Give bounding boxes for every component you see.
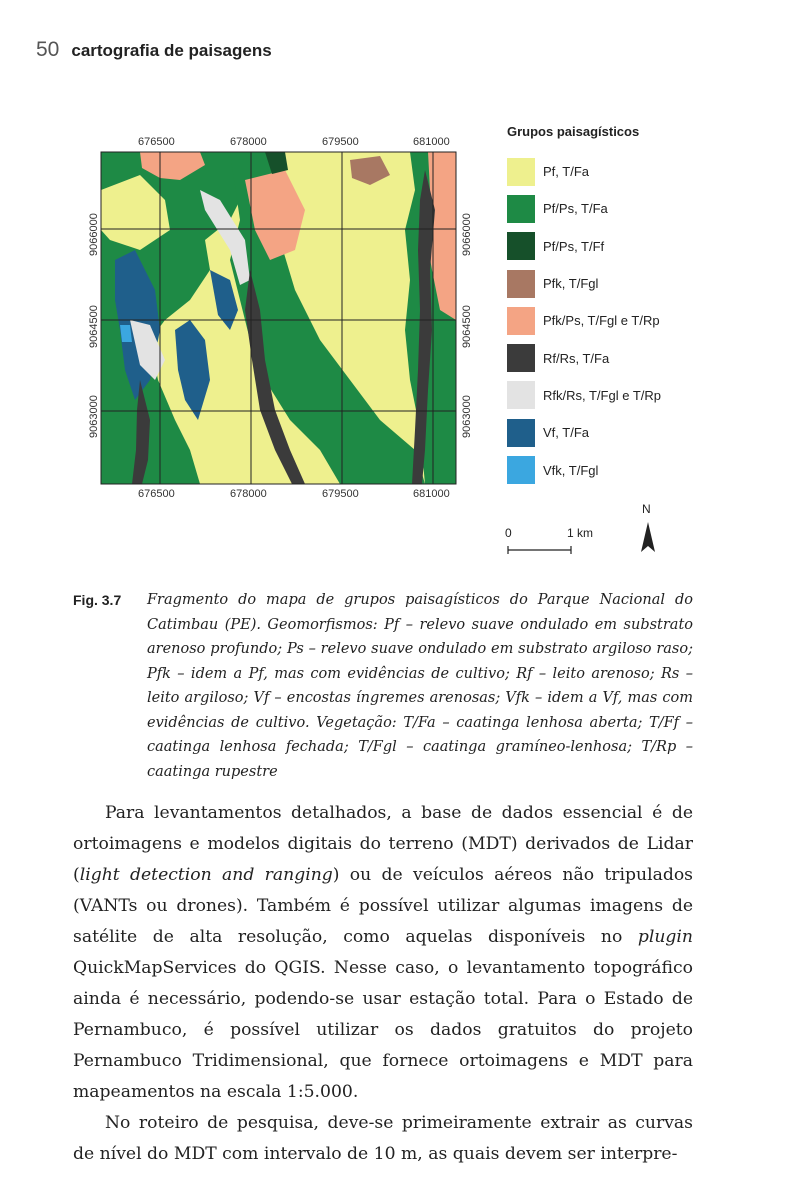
map-legend (507, 124, 767, 489)
north-arrow (636, 502, 660, 554)
legend-swatch (507, 270, 535, 298)
legend-label: Pfk/Ps, T/Fgl e T/Rp (543, 313, 660, 329)
legend-swatch (507, 419, 535, 447)
running-title: cartografia de paisagens (71, 41, 272, 60)
paragraph: No roteiro de pesquisa, deve-se primeiramente extrair as curvas de nível do MDT com intervalo de 10 m, as quais devem ser interpre- (73, 1113, 693, 1164)
legend-item (507, 414, 767, 451)
legend-label: Rf/Rs, T/Fa (543, 350, 610, 366)
legend-swatch (507, 381, 535, 409)
legend-item (507, 228, 767, 265)
legend-label: Pf, T/Fa (543, 164, 589, 180)
legend-item (507, 302, 767, 339)
y-tick-left-2: 9064500 (88, 305, 100, 348)
legend-swatch (507, 307, 535, 335)
map-canvas (80, 130, 480, 510)
legend-label: Rfk/Rs, T/Fgl e T/Rp (543, 387, 661, 403)
y-tick-left-1: 9066000 (88, 213, 100, 256)
paragraph-text: ) ou de veículos aéreos não tripulados (VANTs ou drones). Também é possível utilizar algumas imagens de satélite de alta resolução, como aquelas disponíveis no (73, 865, 693, 947)
paragraph-text: Para levantamentos detalhados, a base de dados essencial é de ortoimagens e modelos digitais do terreno (MDT) derivados de Lidar ( (73, 803, 693, 885)
scale-distance-label: 1 km (567, 526, 594, 540)
landscape-map (80, 130, 480, 510)
y-tick-right-3: 9063000 (461, 395, 473, 438)
x-tick-top-4: 681000 (413, 136, 450, 148)
x-tick-top-1: 676500 (138, 136, 175, 148)
scale-line (507, 546, 573, 554)
scale-bar (505, 526, 615, 556)
emphasis-text: plugin (637, 927, 693, 947)
emphasis-text: light detection and ranging (79, 865, 333, 885)
legend-label: Vfk, T/Fgl (543, 462, 599, 478)
figure-caption-text: Fragmento do mapa de grupos paisagísticos do Parque Nacional do Catimbau (PE). Geomorfismos: Pf – relevo suave ondulado em substrato arenoso profundo; Ps – relevo suave ondulado em substrato argiloso raso; Pfk – idem a Pf, mas com evidências de cultivo; Rf – leito arenoso; Rs – leito argiloso; Vf – encostas íngremes arenosas; Vfk – idem a Vf, mas com evidências de cultivo. Vegetação: T/Fa – caatinga lenhosa aberta; T/Ff – caatinga lenhosa fechada; T/Fgl – caatinga gramíneo-lenhosa; T/Rp – caatinga rupestre (147, 592, 693, 780)
legend-label: Pfk, T/Fgl (543, 276, 599, 292)
page-number: 50 (36, 38, 60, 61)
y-tick-right-2: 9064500 (461, 305, 473, 348)
legend-item (507, 377, 767, 414)
legend-item (507, 451, 767, 488)
legend-item (507, 265, 767, 302)
legend-title: Grupos paisagísticos (507, 124, 640, 139)
map-region-lightblue (120, 325, 132, 342)
y-tick-right-1: 9066000 (461, 213, 473, 256)
paragraph (73, 798, 693, 1108)
legend-label: Vf, T/Fa (543, 425, 589, 441)
north-arrow-icon (640, 522, 656, 552)
legend-item (507, 153, 767, 190)
x-tick-top-3: 679500 (322, 136, 359, 148)
legend-swatch (507, 344, 535, 372)
legend-item (507, 339, 767, 376)
x-tick-bottom-3: 679500 (322, 488, 359, 500)
x-tick-top-2: 678000 (230, 136, 267, 148)
x-tick-bottom-2: 678000 (230, 488, 267, 500)
y-tick-left-3: 9063000 (88, 395, 100, 438)
legend-label: Pf/Ps, T/Fa (543, 201, 608, 217)
north-label: N (642, 502, 651, 516)
figure-label: Fig. 3.7 (73, 592, 122, 608)
scale-zero-label: 0 (505, 526, 512, 540)
legend-item (507, 190, 767, 227)
x-tick-bottom-1: 676500 (138, 488, 175, 500)
figure-caption (73, 588, 693, 784)
legend-swatch (507, 195, 535, 223)
legend-swatch (507, 456, 535, 484)
legend-swatch (507, 232, 535, 260)
x-tick-bottom-4: 681000 (413, 488, 450, 500)
legend-label: Pf/Ps, T/Ff (543, 238, 605, 254)
paragraph-text: QuickMapServices do QGIS. Nesse caso, o levantamento topográfico ainda é necessário, podendo-se usar estação total. Para o Estado de Pernambuco, é possível utilizar os dados gratuitos do projeto Pernambuco Tridimensional, que fornece ortoimagens e MDT para mapeamentos na escala 1:5.000. (73, 958, 693, 1102)
page-header (36, 38, 272, 62)
legend-swatch (507, 158, 535, 186)
body-text (73, 798, 693, 1170)
